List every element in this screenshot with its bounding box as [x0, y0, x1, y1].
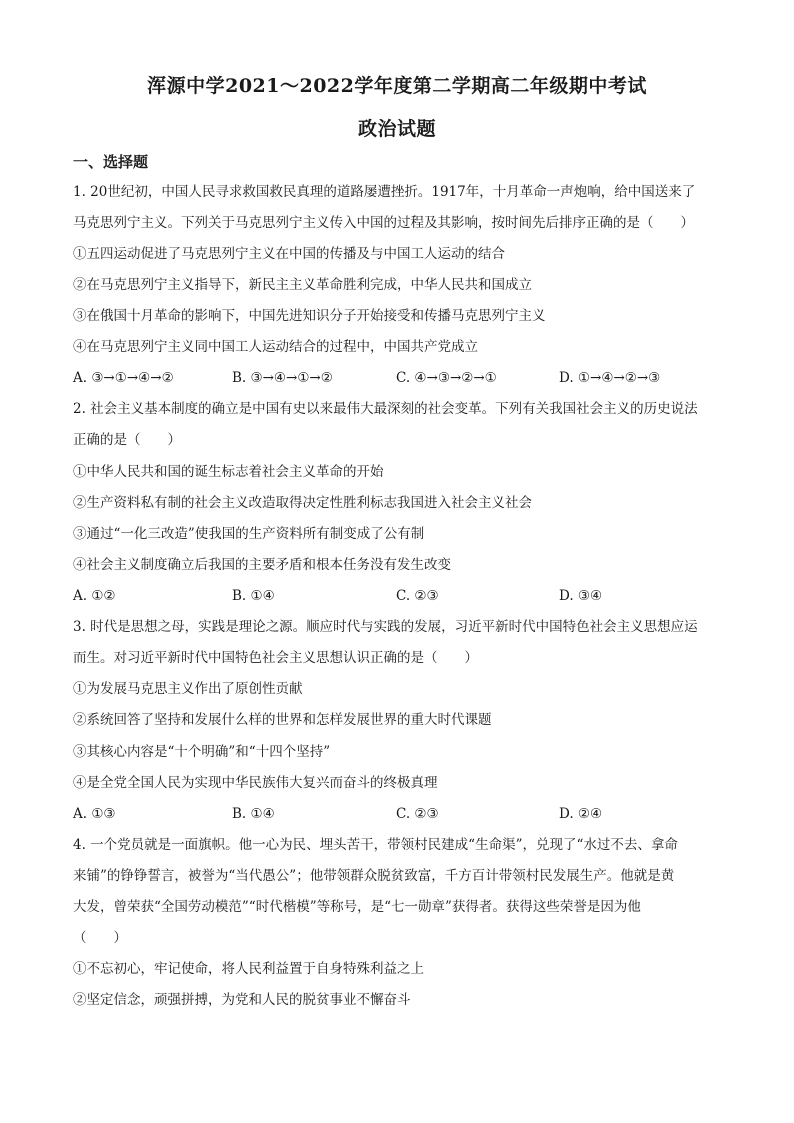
- q2-stem-line-1: 2. 社会主义基本制度的确立是中国有史以来最伟大最深刻的社会变革。下列有关我国社会主义的历史说法: [73, 401, 698, 417]
- q1-statement-2: ②在马克思列宁主义指导下，新民主主义革命胜利完成，中华人民共和国成立: [73, 277, 532, 293]
- q2-statement-2: ②生产资料私有制的社会主义改造取得决定性胜利标志我国进入社会主义社会: [73, 495, 532, 511]
- exam-subject: 政治试题: [357, 118, 436, 140]
- q1-stem-line-2: 马克思列宁主义。下列关于马克思列宁主义传入中国的过程及其影响，按时间先后排序正确的是（ ）: [73, 215, 694, 231]
- exam-title: 浑源中学2021～2022学年度第二学期高二年级期中考试: [147, 75, 647, 97]
- q1-option-a: A. ③→①→④→②: [73, 370, 174, 386]
- q4-stem-line-4: （ ）: [73, 930, 127, 946]
- q2-statement-1: ①中华人民共和国的诞生标志着社会主义革命的开始: [73, 464, 384, 480]
- q2-statement-3: ③通过“一化三改造”使我国的生产资料所有制变成了公有制: [73, 526, 425, 542]
- q3-statement-3: ③其核心内容是“十个明确”和“十四个坚持”: [73, 744, 331, 760]
- q4-stem-line-1: 4. 一个党员就是一面旗帜。他一心为民、埋头苦干，带领村民建成“生命渠”，兑现了“水过不去、拿命: [73, 837, 678, 853]
- q1-statement-4: ④在马克思列宁主义同中国工人运动结合的过程中，中国共产党成立: [73, 339, 478, 355]
- q3-option-b: B. ①④: [232, 806, 275, 822]
- q1-option-b: B. ③→④→①→②: [232, 370, 333, 386]
- q1-option-d: D. ①→④→②→③: [559, 370, 661, 386]
- q4-statement-1: ①不忘初心，牢记使命，将人民利益置于自身特殊利益之上: [73, 961, 424, 977]
- q3-statement-2: ②系统回答了坚持和发展什么样的世界和怎样发展世界的重大时代课题: [73, 712, 492, 728]
- q2-option-a: A. ①②: [73, 588, 116, 604]
- q2-option-b: B. ①④: [232, 588, 275, 604]
- q3-option-a: A. ①③: [73, 806, 116, 822]
- q4-statement-2: ②坚定信念，顽强拼搏，为党和人民的脱贫事业不懈奋斗: [73, 992, 411, 1008]
- q2-stem-line-2: 正确的是（ ）: [73, 432, 181, 448]
- q1-statement-1: ①五四运动促进了马克思列宁主义在中国的传播及与中国工人运动的结合: [73, 246, 505, 262]
- q1-option-c: C. ④→③→②→①: [396, 370, 497, 386]
- q3-statement-4: ④是全党全国人民为实现中华民族伟大复兴而奋斗的终极真理: [73, 775, 438, 791]
- q1-stem-line-1: 1. 20世纪初，中国人民寻求救国救民真理的道路屡遭挫折。1917年，十月革命一声炮响，给中国送来了: [73, 184, 696, 200]
- section-heading: 一、选择题: [73, 153, 149, 171]
- q3-stem-line-1: 3. 时代是思想之母，实践是理论之源。顺应时代与实践的发展，习近平新时代中国特色社会主义思想应运: [73, 619, 698, 635]
- q2-option-c: C. ②③: [396, 588, 439, 604]
- q2-option-d: D. ③④: [559, 588, 603, 604]
- q3-stem-line-2: 而生。对习近平新时代中国特色社会主义思想认识正确的是（ ）: [73, 650, 478, 666]
- q2-statement-4: ④社会主义制度确立后我国的主要矛盾和根本任务没有发生改变: [73, 557, 451, 573]
- q3-statement-1: ①为发展马克思主义作出了原创性贡献: [73, 681, 303, 697]
- q1-statement-3: ③在俄国十月革命的影响下，中国先进知识分子开始接受和传播马克思列宁主义: [73, 308, 546, 324]
- q3-option-c: C. ②③: [396, 806, 439, 822]
- q3-option-d: D. ②④: [559, 806, 603, 822]
- q4-stem-line-3: 大发，曾荣获“全国劳动模范”“时代楷模”等称号，是“七一勋章”获得者。获得这些荣誉是因为他: [73, 899, 641, 915]
- q4-stem-line-2: 来铺”的铮铮誓言，被誉为“当代愚公”；他带领群众脱贫致富，千方百计带领村民发展生产。他就是黄: [73, 868, 675, 884]
